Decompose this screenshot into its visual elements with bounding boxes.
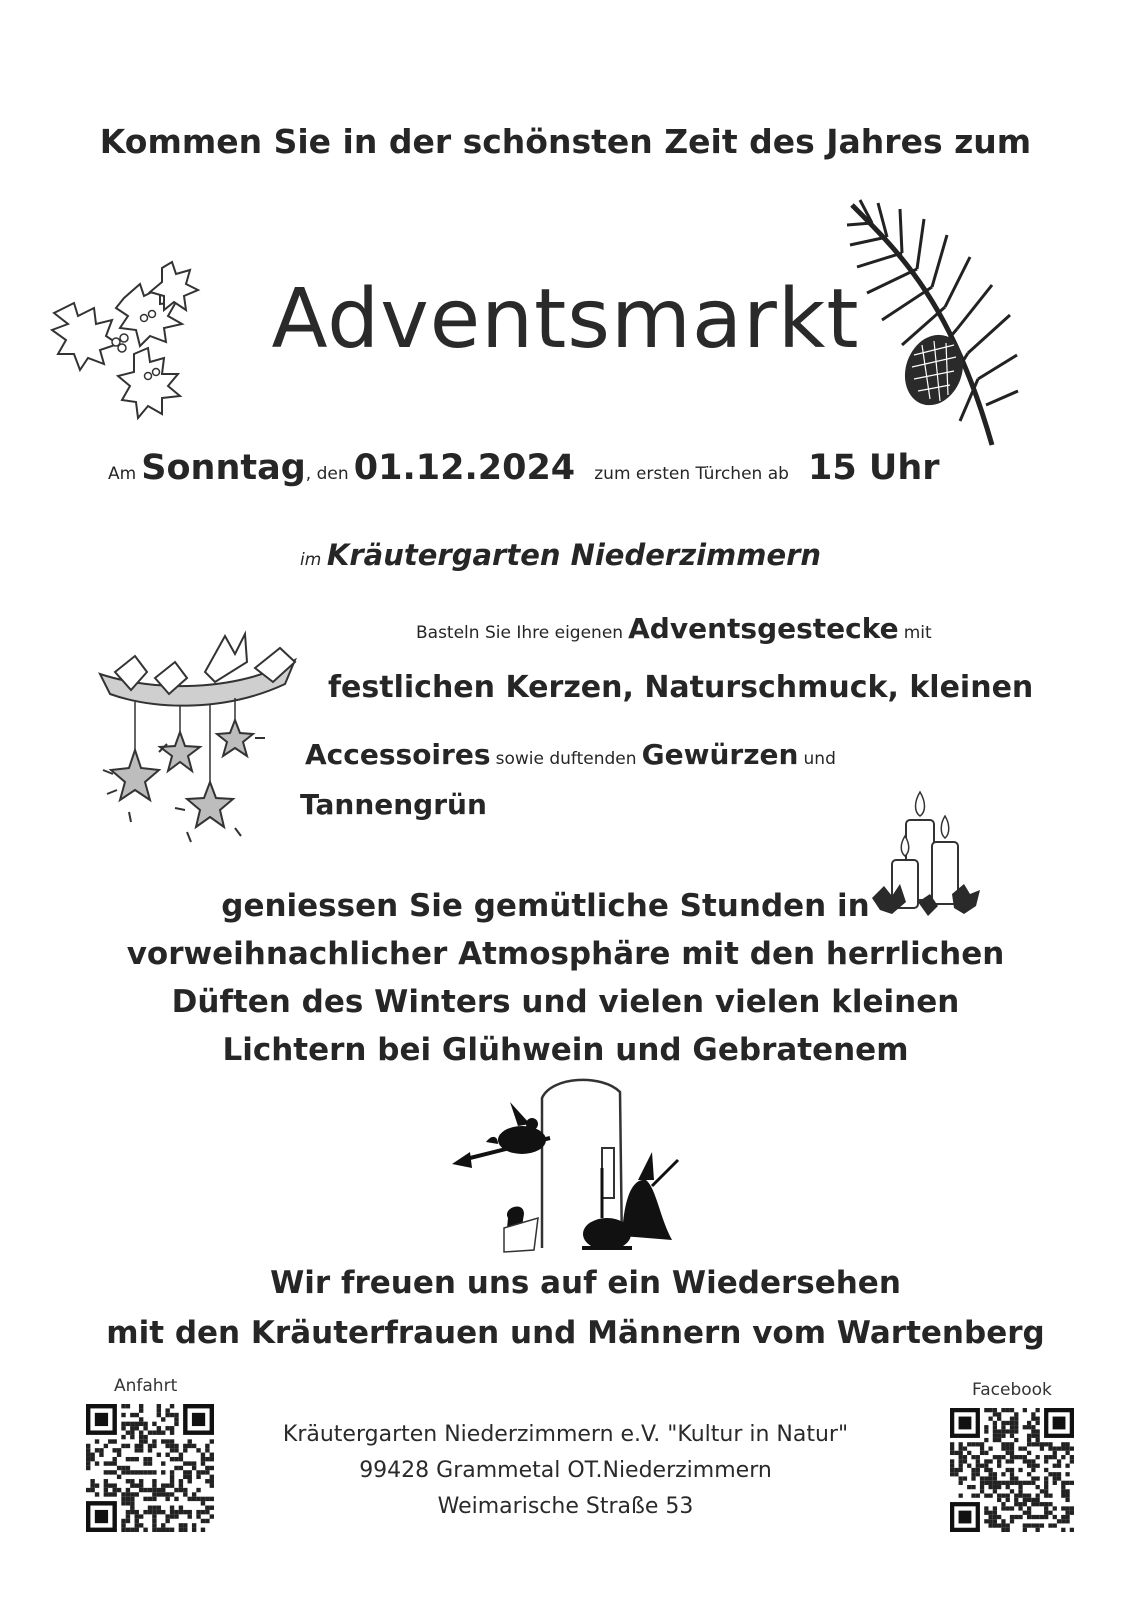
- footer-line: Weimarische Straße 53: [437, 1494, 694, 1519]
- crafts-text: Basteln Sie Ihre eigenen: [416, 623, 624, 643]
- enjoy-line: Düften des Winters und vielen vielen kleinen: [171, 984, 960, 1020]
- star-garland-icon: [95, 632, 300, 847]
- witches-silhouette-icon: [442, 1068, 702, 1258]
- crafts-highlight: Gewürzen: [641, 738, 799, 771]
- pine-branch-icon: [842, 195, 1022, 455]
- qr-code-icon[interactable]: [950, 1408, 1074, 1532]
- enjoy-line: geniessen Sie gemütliche Stunden in: [221, 888, 870, 924]
- date-den: , den: [305, 464, 349, 484]
- qr-right-label: Facebook: [972, 1380, 1052, 1400]
- enjoy-paragraph: [0, 882, 1131, 1074]
- footer-line: Kräutergarten Niederzimmern e.V. "Kultur in Natur": [282, 1422, 849, 1447]
- date-middle: zum ersten Türchen ab: [594, 464, 789, 484]
- crafts-highlight: Adventsgestecke: [628, 612, 899, 645]
- footer-line: 99428 Grammetal OT.Niederzimmern: [359, 1458, 772, 1483]
- date-day: Sonntag: [141, 448, 306, 488]
- qr-left-label: Anfahrt: [114, 1376, 178, 1396]
- date-time: 15 Uhr: [808, 448, 940, 488]
- intro-text: Kommen Sie in der schönsten Zeit des Jahres zum: [99, 122, 1032, 161]
- enjoy-line: Lichtern bei Glühwein und Gebratenem: [222, 1032, 909, 1068]
- location-line: [300, 538, 821, 572]
- date-am: Am: [108, 464, 137, 484]
- crafts-text: mit: [903, 623, 932, 643]
- crafts-highlight: Accessoires: [305, 738, 491, 771]
- crafts-line-3: [305, 738, 836, 771]
- date-line: [108, 448, 940, 488]
- crafts-line-2: festlichen Kerzen, Naturschmuck, kleinen: [328, 670, 1034, 705]
- farewell-line: Wir freuen uns auf ein Wiedersehen: [270, 1265, 901, 1301]
- page-title: Adventsmarkt: [271, 272, 860, 367]
- farewell-paragraph: [0, 1258, 1131, 1358]
- crafts-text: und: [803, 749, 836, 769]
- crafts-text: sowie duftenden: [495, 749, 637, 769]
- enjoy-line: vorweihnachlicher Atmosphäre mit den herrlichen: [126, 936, 1005, 972]
- crafts-line-4: Tannengrün: [300, 788, 487, 821]
- date-value: 01.12.2024: [353, 448, 576, 488]
- farewell-line: mit den Kräuterfrauen und Männern vom Wartenberg: [106, 1315, 1045, 1351]
- crafts-line-1: [416, 612, 932, 645]
- location-name: Kräutergarten Niederzimmern: [326, 538, 822, 572]
- location-im: im: [300, 550, 322, 570]
